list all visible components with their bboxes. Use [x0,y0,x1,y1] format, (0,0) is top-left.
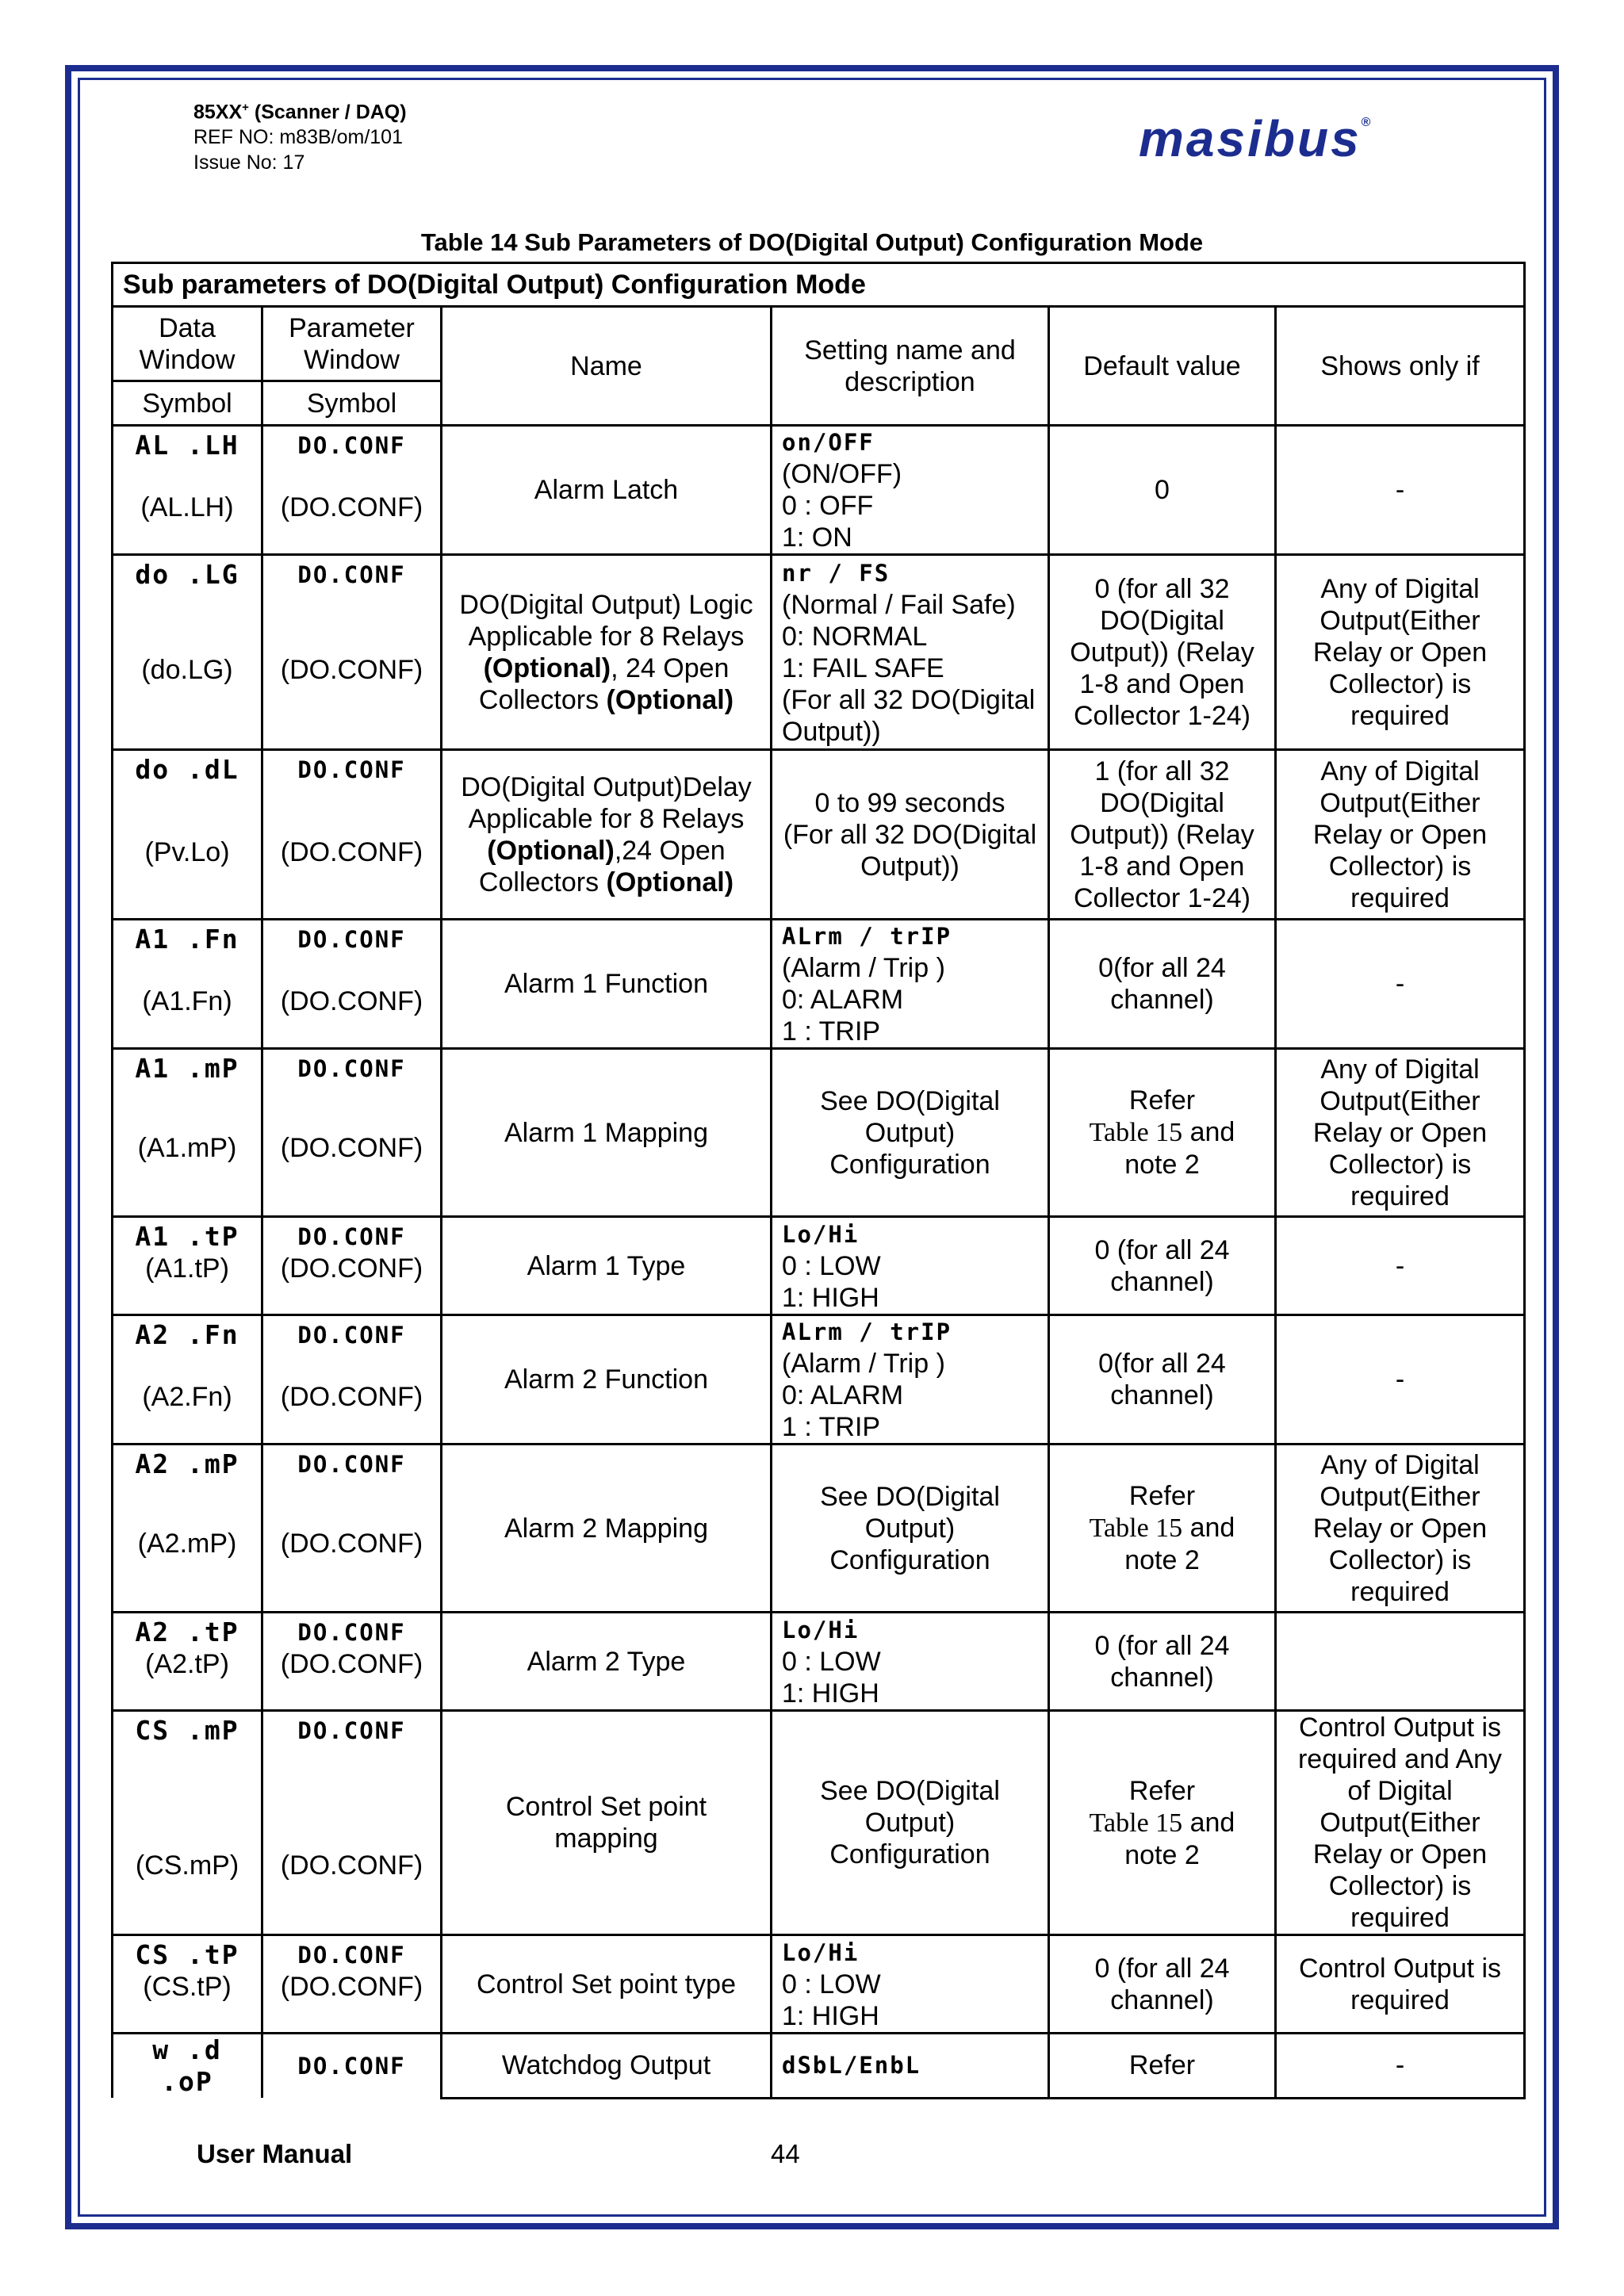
do-config-table [111,262,1526,2099]
param-symbol-cell [262,1613,442,1711]
param-label: (DO.CONF) [280,1529,423,1559]
param-label: (DO.CONF) [280,492,423,522]
display-symbol: AL .LH [135,430,239,461]
param-symbol-cell [262,1711,442,1935]
data-symbol-cell [113,750,262,920]
display-symbol: A2 .mP [135,1448,239,1479]
setting-line: 0 : OFF [782,491,874,521]
param-display-symbol: DO.CONF [297,926,406,953]
masibus-logo [1139,109,1373,168]
param-display-symbol: DO.CONF [297,1942,406,1969]
setting-line: 0: ALARM [782,1380,904,1410]
param-label: (DO.CONF) [280,986,423,1016]
symbol-label: (A2.Fn) [142,1382,232,1412]
table-row [113,750,1525,920]
param-display-symbol: DO.CONF [297,1322,406,1349]
shows-cell: Any of Digital Output(Either Relay or Open Collector) is required [1276,1049,1525,1217]
default-line: and note 2 [1124,1117,1235,1180]
data-symbol-cell [113,1049,262,1217]
data-symbol-cell [113,920,262,1049]
setting-cell: See DO(Digital Output) Configuration [772,1445,1049,1613]
setting-line: 1: FAIL SAFE [782,652,944,683]
param-display-symbol: DO.CONF [297,432,406,459]
setting-line: (Alarm / Trip ) [782,1349,945,1379]
display-symbol: A1 .tP [135,1221,239,1252]
shows-cell: - [1276,2034,1525,2099]
table-row [113,555,1525,750]
setting-line: 0 to 99 seconds [814,787,1005,818]
logo-mark: ® [1361,116,1373,129]
shows-cell: Any of Digital Output(Either Relay or Open Collector) is required [1276,750,1525,920]
name-cell: Alarm 1 Mapping [442,1049,772,1217]
data-symbol-cell [113,1217,262,1315]
default-line: and note 2 [1124,1807,1235,1870]
table-row [113,1049,1525,1217]
data-symbol-cell [113,1315,262,1445]
shows-cell: - [1276,920,1525,1049]
setting-display: ALrm / trIP [782,923,952,950]
shows-cell: Any of Digital Output(Either Relay or Open Collector) is required [1276,1445,1525,1613]
param-label: (DO.CONF) [280,837,423,867]
ref-number: REF NO: m83B/om/101 [193,126,403,149]
table-ref: Table 15 [1089,1513,1183,1543]
data-symbol-cell [113,555,262,750]
model-suffix: (Scanner / DAQ) [248,101,407,124]
param-label: (DO.CONF) [280,1850,423,1881]
header-param-window: Parameter Window [262,307,442,381]
name-cell: Watchdog Output [442,2034,772,2099]
default-line: Refer [1128,1481,1196,1511]
param-display-symbol: DO.CONF [297,1223,406,1250]
display-symbol: A1 .mP [135,1053,239,1084]
param-symbol-cell [262,1935,442,2034]
name-cell: Alarm 2 Function [442,1315,772,1445]
default-line: Refer [1128,1085,1196,1115]
setting-line: 1: HIGH [782,1282,879,1313]
table-row [113,426,1525,555]
default-cell: 0 (for all 24 channel) [1049,1613,1276,1711]
symbol-label: (CS.tP) [143,1972,232,2002]
name-cell: Control Set point mapping [442,1711,772,1935]
page-number: 44 [771,2139,800,2168]
table-row [113,1445,1525,1613]
param-symbol-cell [262,750,442,920]
param-symbol-cell [262,1315,442,1445]
param-symbol-cell [262,1049,442,1217]
setting-line: 1 : TRIP [782,1412,881,1442]
setting-display: ALrm / trIP [782,1318,952,1345]
setting-cell [772,2034,1049,2099]
param-display-symbol: DO.CONF [297,1717,406,1744]
setting-display: nr / FS [782,559,891,587]
default-cell: Refer [1049,2034,1276,2099]
shows-cell: - [1276,426,1525,555]
table-title: Sub parameters of DO(Digital Output) Configuration Mode [113,263,1525,307]
setting-line: 0 : LOW [782,1646,881,1677]
table-caption: Table 14 Sub Parameters of DO(Digital Output) Configuration Mode [420,228,1204,256]
setting-cell [772,1217,1049,1315]
model-line [193,95,407,124]
param-symbol-cell [262,920,442,1049]
default-line: Refer [1128,1775,1196,1806]
default-cell: 1 (for all 32 DO(Digital Output)) (Relay 1-8 and Open Collector 1-24) [1049,750,1276,920]
setting-line: 0: NORMAL [782,621,928,652]
setting-line: (For all 32 DO(Digital Output)) [783,819,1037,882]
name-optional: (Optional) [487,835,615,866]
header-setting: Setting name and description [772,307,1049,426]
display-symbol: CS .mP [135,1715,239,1746]
display-symbol: A1 .Fn [135,924,239,955]
default-cell [1049,1049,1276,1217]
param-display-symbol: DO.CONF [297,1451,406,1478]
table-row [113,1711,1525,1935]
name-optional: (Optional) [483,652,611,683]
shows-cell: Control Output is required [1276,1935,1525,2034]
default-cell: 0 [1049,426,1276,555]
setting-line: (Normal / Fail Safe) [782,589,1016,620]
default-cell: 0(for all 24 channel) [1049,1315,1276,1445]
symbol-label: (A1.tP) [145,1253,229,1284]
name-cell: Alarm 2 Type [442,1613,772,1711]
default-cell: 0 (for all 24 channel) [1049,1935,1276,2034]
default-cell: 0 (for all 32 DO(Digital Output)) (Relay 1-8 and Open Collector 1-24) [1049,555,1276,750]
model-sup: + [242,101,249,114]
display-symbol: do .dL [135,754,239,785]
name-cell: Alarm 2 Mapping [442,1445,772,1613]
name-cell: Alarm Latch [442,426,772,555]
table-ref: Table 15 [1089,1808,1183,1838]
name-cell: Alarm 1 Function [442,920,772,1049]
data-symbol-cell [113,1613,262,1711]
param-label: (DO.CONF) [280,1253,423,1284]
shows-cell: Control Output is required and Any of Digital Output(Either Relay or Open Collector) is required [1276,1711,1525,1935]
header-symbol-2: Symbol [262,381,442,426]
model-name: 85XX [193,101,243,124]
param-display-symbol: DO.CONF [297,1055,406,1082]
display-symbol: A2 .tP [135,1617,239,1647]
param-display-symbol: DO.CONF [297,2053,406,2080]
setting-cell: See DO(Digital Output) Configuration [772,1711,1049,1935]
display-symbol: do .LG [135,559,239,590]
param-symbol-cell [262,555,442,750]
table-row [113,1613,1525,1711]
param-symbol-cell [262,426,442,555]
header-name: Name [442,307,772,426]
param-display-symbol: DO.CONF [297,1619,406,1646]
setting-cell [772,1315,1049,1445]
table-row [113,2034,1525,2099]
setting-line: 1: ON [782,522,852,553]
default-cell [1049,1711,1276,1935]
param-symbol-cell [262,1445,442,1613]
header-default: Default value [1049,307,1276,426]
setting-cell [772,426,1049,555]
setting-line: 1 : TRIP [782,1016,881,1047]
table-row [113,1315,1525,1445]
param-symbol-cell [262,1217,442,1315]
name-cell [442,750,772,920]
header-data-window: Data Window [113,307,262,381]
setting-line: 1: HIGH [782,2000,879,2031]
symbol-label: (do.LG) [141,655,233,685]
setting-line: 0 : LOW [782,1969,881,1999]
symbol-label: (A1.Fn) [142,986,232,1016]
param-label: (DO.CONF) [280,1133,423,1163]
param-label: (DO.CONF) [280,1649,423,1679]
setting-line: 0: ALARM [782,985,904,1015]
default-line: and note 2 [1124,1513,1235,1575]
setting-display: dSbL/EnbL [782,2052,921,2080]
data-symbol-cell [113,1711,262,1935]
symbol-label: (Pv.Lo) [144,837,230,867]
data-symbol-cell [113,426,262,555]
logo-text: masibus [1139,110,1362,167]
setting-display: Lo/Hi [782,1616,860,1644]
param-symbol-cell [262,2034,442,2099]
param-display-symbol: DO.CONF [297,561,406,588]
display-symbol: A2 .Fn [135,1319,239,1350]
setting-display: Lo/Hi [782,1220,860,1248]
setting-cell: See DO(Digital Output) Configuration [772,1049,1049,1217]
name-text: , 24 Open Collectors [478,652,730,715]
param-label: (DO.CONF) [280,655,423,685]
param-display-symbol: DO.CONF [297,756,406,783]
data-symbol-cell [113,1935,262,2034]
setting-cell [772,1613,1049,1711]
table-ref: Table 15 [1089,1118,1183,1147]
data-symbol-cell [113,2034,262,2099]
header-shows-only-if: Shows only if [1276,307,1525,426]
table-row [113,1217,1525,1315]
symbol-label: (A2.tP) [145,1649,229,1679]
table-row [113,1935,1525,2034]
setting-display: on/OFF [782,429,875,456]
symbol-label: (AL.LH) [140,492,234,522]
setting-cell [772,555,1049,750]
name-cell: Control Set point type [442,1935,772,2034]
footer-label: User Manual [197,2139,353,2168]
name-text: DO(Digital Output)Delay Applicable for 8 Relays [461,771,752,834]
default-cell: 0(for all 24 channel) [1049,920,1276,1049]
setting-line: (For all 32 DO(Digital Output)) [782,684,1036,747]
default-cell [1049,1445,1276,1613]
name-cell: Alarm 1 Type [442,1217,772,1315]
symbol-label: (A1.mP) [137,1133,237,1163]
setting-cell [772,920,1049,1049]
setting-line: (Alarm / Trip ) [782,953,945,983]
shows-cell: - [1276,1217,1525,1315]
name-cell [442,555,772,750]
setting-line: 0 : LOW [782,1250,881,1281]
symbol-label: (CS.mP) [135,1850,239,1881]
name-text: DO(Digital Output) Logic Applicable for 8 Relays [459,589,753,652]
shows-cell: - [1276,1315,1525,1445]
param-label: (DO.CONF) [280,1972,423,2002]
setting-display: Lo/Hi [782,1938,860,1966]
shows-cell: Any of Digital Output(Either Relay or Open Collector) is required [1276,555,1525,750]
setting-line: 1: HIGH [782,1678,879,1709]
name-optional: (Optional) [606,867,734,897]
symbol-label: (A2.mP) [137,1529,237,1559]
setting-cell [772,750,1049,920]
setting-line: (ON/OFF) [782,459,902,489]
issue-number: Issue No: 17 [193,151,305,174]
name-optional: (Optional) [606,684,734,715]
header-symbol: Symbol [113,381,262,426]
data-symbol-cell [113,1445,262,1613]
default-cell: 0 (for all 24 channel) [1049,1217,1276,1315]
document-header [193,95,407,175]
setting-cell [772,1935,1049,2034]
name-text: ,24 Open Collectors [478,835,726,897]
display-symbol: w .d .oP [152,2034,222,2097]
shows-cell [1276,1613,1525,1711]
display-symbol: CS .tP [135,1939,239,1970]
table-row [113,920,1525,1049]
param-label: (DO.CONF) [280,1382,423,1412]
